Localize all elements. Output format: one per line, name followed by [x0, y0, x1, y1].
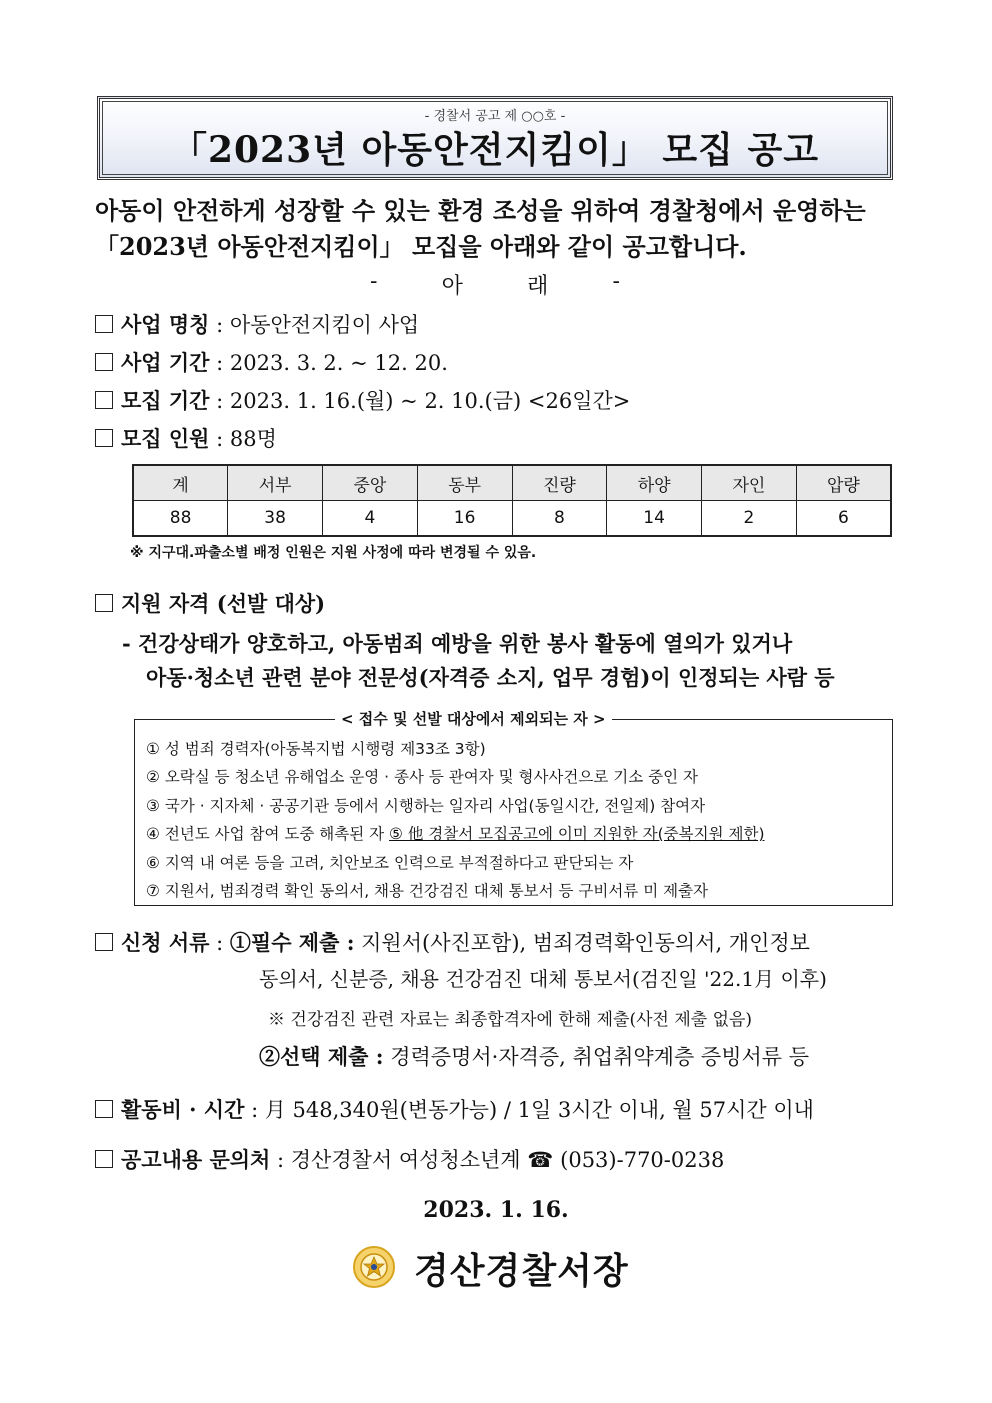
- phone-icon: ☎: [527, 1148, 554, 1172]
- item-separator: :: [216, 313, 224, 337]
- table-header-cell: 계: [133, 465, 228, 501]
- checkbox-icon: [95, 353, 113, 371]
- table-header-cell: 동부: [417, 465, 512, 501]
- item-value: 2023. 3. 2. ~ 12. 20.: [229, 351, 448, 375]
- police-emblem-icon: [352, 1245, 396, 1293]
- table-header-cell: 서부: [228, 465, 323, 501]
- optional-docs: [259, 1041, 809, 1071]
- exclusion-item: ⑥ 지역 내 여론 등을 고려, 치안보조 인력으로 부적절하다고 판단되는 자: [146, 853, 634, 872]
- contact-department: 경산경찰서 여성청소년계: [290, 1148, 521, 1172]
- exclusion-item: ⑦ 지원서, 범죄경력 확인 동의서, 채용 건강검진 대체 통보서 등 구비서류 미 제출자: [146, 882, 709, 901]
- table-cell: 6: [796, 501, 891, 537]
- exclusion-item: ② 오락실 등 청소년 유해업소 운영 · 종사 등 관여자 및 형사사건으로 기소 중인 자: [146, 768, 698, 787]
- item-separator: :: [216, 931, 224, 955]
- item-separator: :: [251, 1098, 259, 1122]
- item-label: 신청 서류: [121, 930, 210, 955]
- below-heading-dash-right: -: [612, 269, 620, 294]
- item-documents: [95, 927, 810, 957]
- optional-docs-label: ②선택 제출 :: [259, 1044, 384, 1069]
- checkbox-icon: [95, 1100, 113, 1118]
- table-header-cell: 하양: [607, 465, 702, 501]
- checkbox-icon: [95, 315, 113, 333]
- item-label: 모집 기간: [121, 388, 210, 413]
- distribution-table-wrap: [132, 464, 892, 537]
- item-label: 모집 인원: [121, 426, 210, 451]
- exclusion-item: ③ 국가 · 지자체 · 공공기관 등에서 시행하는 일자리 사업(동일시간, 전일제) 참여자: [146, 796, 706, 815]
- table-cell: 2: [702, 501, 797, 537]
- qualification-line-2: 아동·청소년 관련 분야 전문성(자격증 소지, 업무 경험)이 인정되는 사람 등: [146, 665, 835, 690]
- contact-phone[interactable]: (053)-770-0238: [560, 1148, 725, 1172]
- item-label: 공고내용 문의처: [121, 1147, 271, 1172]
- below-heading-dash-left: -: [370, 269, 378, 294]
- issuer-signature: [352, 1243, 629, 1294]
- table-cell: 8: [512, 501, 607, 537]
- item-value: 88명: [229, 427, 277, 451]
- table-cell: 38: [228, 501, 323, 537]
- table-cell: 88: [133, 501, 228, 537]
- checkbox-icon: [95, 429, 113, 447]
- table-header-row: [133, 465, 891, 501]
- page-title: 「2023년 아동안전지킴이」 모집 공고: [170, 129, 820, 171]
- item-activity: [95, 1094, 814, 1124]
- table-header-cell: 압량: [796, 465, 891, 501]
- item-business-period: [95, 347, 448, 377]
- exclusion-item-text: ④ 전년도 사업 참여 도중 해촉된 자: [146, 825, 390, 844]
- distribution-note: ※ 지구대.파출소별 배정 인원은 지원 사정에 따라 변경될 수 있음.: [130, 545, 537, 561]
- checkbox-icon: [95, 594, 113, 612]
- intro-line-1: 아동이 안전하게 성장할 수 있는 환경 조성을 위하여 경찰청에서 운영하는: [95, 196, 866, 225]
- qualification-line-1: - 건강상태가 양호하고, 아동범죄 예방을 위한 봉사 활동에 열의가 있거나: [122, 631, 793, 656]
- table-header-cell: 진량: [512, 465, 607, 501]
- required-docs-line-2: 동의서, 신분증, 채용 건강검진 대체 통보서(검진일 '22.1月 이후): [259, 967, 827, 991]
- health-check-note: ※ 건강검진 관련 자료는 최종합격자에 한해 제출(사전 제출 없음): [268, 1010, 753, 1030]
- notice-date: 2023. 1. 16.: [423, 1197, 569, 1223]
- intro-line-2: 「2023년 아동안전지킴이」 모집을 아래와 같이 공고합니다.: [95, 232, 747, 261]
- below-heading-char-2: 래: [527, 274, 549, 299]
- notice-number: - 경찰서 공고 제 ○○호 -: [424, 109, 566, 124]
- item-value: 2023. 1. 16.(월) ~ 2. 10.(금) <26일간>: [229, 389, 631, 413]
- item-separator: :: [216, 351, 224, 375]
- item-label: 활동비 · 시간: [121, 1097, 245, 1122]
- table-header-cell: 중앙: [323, 465, 418, 501]
- item-qualification: [95, 588, 325, 618]
- table-cell: 14: [607, 501, 702, 537]
- exclusion-list: [146, 735, 765, 905]
- below-heading: [370, 269, 620, 300]
- table-cell: 16: [417, 501, 512, 537]
- item-label: 사업 명칭: [121, 312, 210, 337]
- required-docs-line-1: 지원서(사진포함), 범죄경력확인동의서, 개인정보: [361, 931, 810, 955]
- distribution-table: [132, 464, 892, 537]
- issuer-name: 경산경찰서장: [414, 1251, 629, 1292]
- intro-paragraph: [95, 193, 905, 265]
- item-contact: [95, 1144, 724, 1174]
- item-recruit-count: [95, 423, 277, 453]
- item-separator: :: [216, 427, 224, 451]
- item-label: 지원 자격 (선발 대상): [121, 591, 326, 616]
- exclusion-item-5-underlined: ⑤ 他 경찰서 모집공고에 이미 지원한 자(중복지원 제한): [389, 825, 765, 844]
- table-row: [133, 501, 891, 537]
- exclusion-item: ① 성 범죄 경력자(아동복지법 시행령 제33조 3항): [146, 740, 486, 758]
- item-label: 사업 기간: [121, 350, 210, 375]
- exclusion-title: < 접수 및 선발 대상에서 제외되는 자 >: [335, 708, 612, 729]
- checkbox-icon: [95, 1150, 113, 1168]
- table-cell: 4: [323, 501, 418, 537]
- below-heading-char-1: 아: [441, 274, 463, 299]
- exclusion-item-4: [146, 820, 765, 848]
- checkbox-icon: [95, 391, 113, 409]
- item-value: 月 548,340원(변동가능) / 1일 3시간 이내, 월 57시간 이내: [264, 1098, 814, 1122]
- item-separator: :: [277, 1148, 285, 1172]
- checkbox-icon: [95, 933, 113, 951]
- optional-docs-value: 경력증명서·자격증, 취업취약계층 증빙서류 등: [390, 1045, 810, 1069]
- item-business-name: [95, 309, 419, 339]
- required-docs-label: ①필수 제출 :: [229, 930, 355, 955]
- item-separator: :: [216, 389, 224, 413]
- item-value: 아동안전지킴이 사업: [229, 313, 420, 337]
- item-recruit-period: [95, 385, 630, 415]
- table-header-cell: 자인: [702, 465, 797, 501]
